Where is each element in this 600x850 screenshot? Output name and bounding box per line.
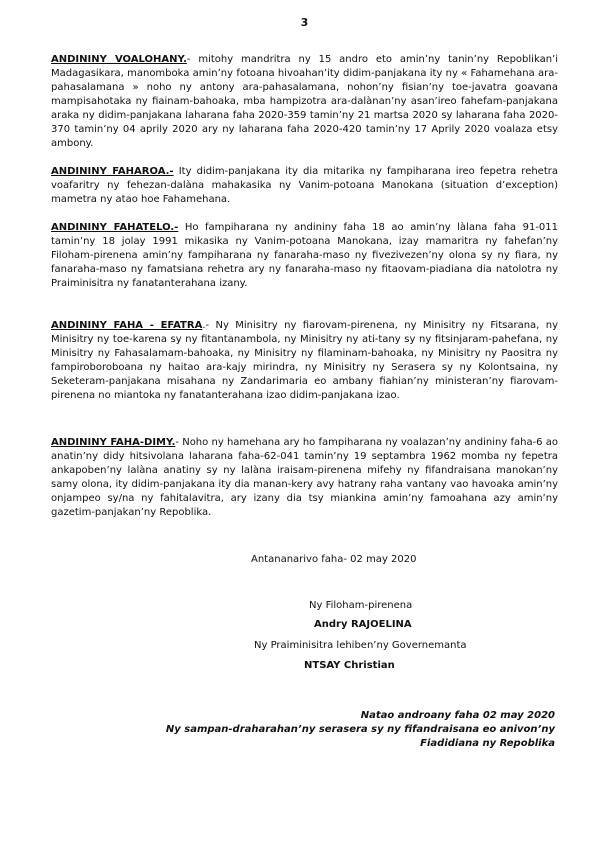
article-1 (51, 53, 558, 151)
article-4 (51, 319, 558, 403)
article-2-title: ANDININY FAHAROA.- (51, 166, 174, 177)
article-5 (51, 436, 558, 520)
prime-minister-title: Ny Praiminisitra lehiben’ny Governemanta (254, 640, 467, 651)
article-3-text: Ho fampiharana ny andininy faha 18 ao amin’ny làlana faha 91-011 tamin’ny 18 jolay 1991 mikasika ny Vanim-potoana Manokana, izay mamaritra ny fahefan’ny Filoham-pirenena amin’ny fampiharana ny fanaraha-maso ny fivezivezen’ny olona sy ny fiara, ny fanaraha-maso ny famatsiana rehetra ary ny fanaraha-maso ny fitaovam-piadiana dia natolotra ny Praiminisitra ny fanatanterahana izany. (51, 222, 559, 289)
footer-line-3: Fiadidiana ny Repoblika (420, 738, 555, 749)
article-5-text: - Noho ny hamehana ary ho fampiharana ny voalazan’ny andininy faha-6 ao anatin’ny didy hitsivolana laharana faha-62-041 tamin’ny 19 septambra 1962 momba ny fepetra ankapoben’ny lalàna anatiny sy ny lalàna iraisam-pirenena mifehy ny fifandraisana manokan’ny samy olona, ity didim-panjakana ity dia manan-kery avy hatrany raha vantany vao havoaka amin’ny onjampeo sy/na ny fahitalavitra, ary izany dia tsy miankina amin’ny famoahana azy amin’ny gazetim-panjakan’ny Repoblika. (51, 437, 558, 518)
article-3-title: ANDININY FAHATELO.- (51, 222, 179, 233)
article-4-title: ANDININY FAHA - EFATRA (51, 320, 203, 331)
article-1-text: - mitohy mandritra ny 15 andro eto amin’ny tanin’ny Repoblikan’i Madagasikara, manomboka amin’ny fotoana hivoahan’ity didim-panjakana ity ny « Fahamehana ara-pahasalamana » noho ny antony ara-pahasalamana, nohon’ny fisian’ny toe-javatra goavana mampisahotaka ny fiainam-bahoaka, mba hampizotra ara-dalànan’ny asan’ireo fahefam-panjakana araka ny didim-panjakana laharana faha 2020-359 tamin’ny 21 martsa 2020 sy laharana faha 2020-370 tamin’ny 04 aprily 2020 ary ny laharana faha 2020-420 tamin’ny 17 Aprily 2020 voalaza etsy ambony. (51, 54, 558, 149)
article-2 (51, 165, 558, 207)
article-5-title: ANDININY FAHA-DIMY. (51, 437, 176, 448)
footer-note (51, 709, 558, 751)
footer-line-2: Ny sampan-draharahan’ny serasera sy ny fifandraisana eo anivon’ny (165, 724, 555, 735)
article-4-text: .- Ny Minisitry ny fiarovam-pirenena, ny Minisitry ny Fitsarana, ny Minisitry ny toe-karena sy ny fitantanambola, ny Minisitry ny ati-tany sy ny fitsinjaram-pahefana, ny Minisitry ny Fahasalamam-bahoaka, ny Minisitry ny filaminam-bahoaka, ny Minisitry ny Paositra ny fampiroboroboana ny haitao ara-kajy mirindra, ny Minisitry ny Serasera sy ny Kolontsaina, ny Seketeram-panjakana misahana ny Zandarimaria eo ambany fiahian’ny ministeran’ny fiarovam-pirenena no miantoka ny fanatanterahana izao didim-panjakana izao. (51, 320, 558, 401)
president-title: Ny Filoham-pirenena (309, 600, 413, 611)
president-name: Andry RAJOELINA (314, 619, 412, 630)
footer-line-1: Natao androany faha 02 may 2020 (360, 710, 555, 721)
article-3 (51, 221, 558, 291)
article-1-title: ANDININY VOALOHANY. (51, 54, 187, 65)
place-date: Antananarivo faha- 02 may 2020 (251, 554, 417, 565)
article-2-text: Ity didim-panjakana ity dia mitarika ny fampiharana ireo fepetra rehetra voafaritry ny fehezan-dalàna mahakasika ny Vanim-potoana Manokana (situation d’exception) mametra ny atao hoe Fahamehana. (51, 166, 558, 205)
prime-minister-name: NTSAY Christian (304, 660, 395, 671)
page-number: 3 (300, 16, 309, 29)
